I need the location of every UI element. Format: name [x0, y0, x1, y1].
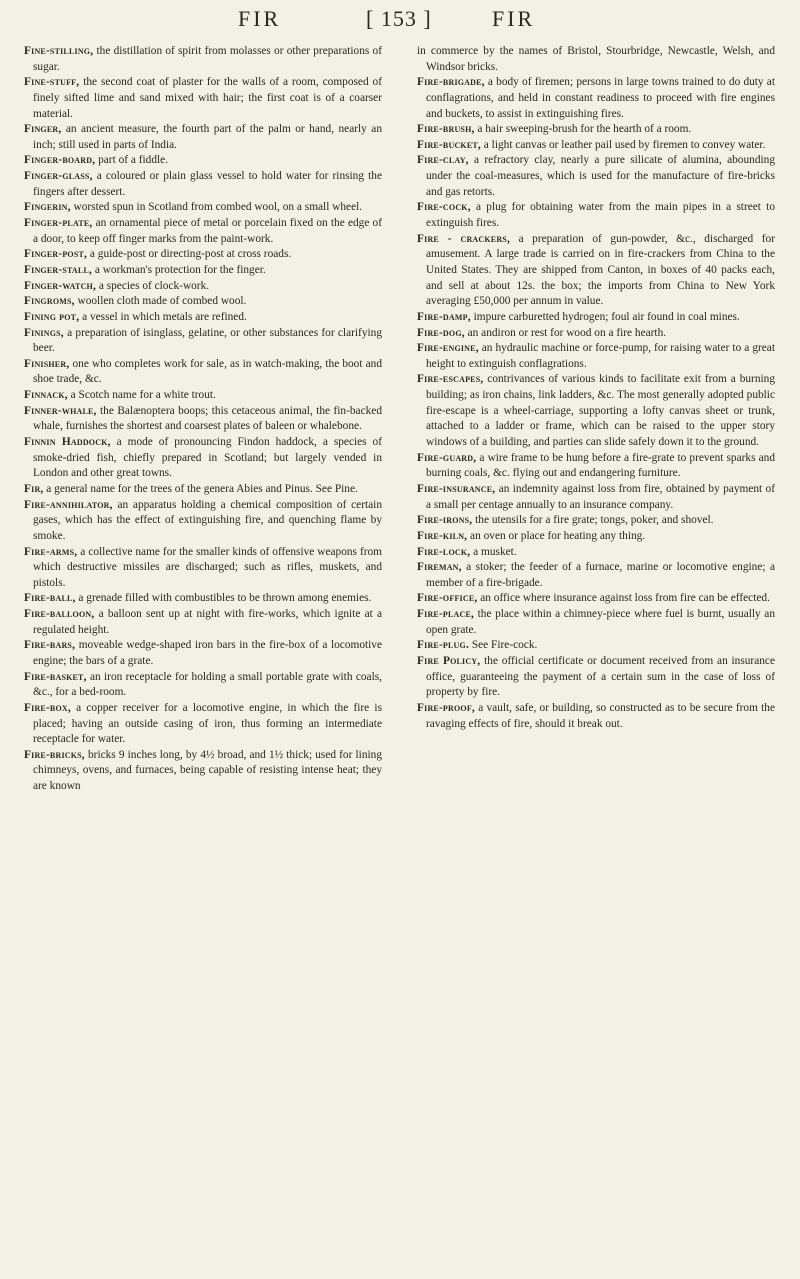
- entry-headword: Fire-engine,: [417, 342, 479, 355]
- entry-headword: Fire-brush,: [417, 123, 475, 136]
- entry-headword: Fire - crackers,: [417, 232, 510, 245]
- dictionary-entry: [417, 310, 775, 326]
- dictionary-entry: [24, 545, 382, 592]
- dictionary-entry: [24, 591, 382, 607]
- dictionary-entry: [24, 75, 382, 122]
- dictionary-entry: [24, 216, 382, 247]
- running-head-left: FIR: [238, 6, 282, 31]
- dictionary-entry: [24, 357, 382, 388]
- entry-definition: one who completes work for sale, as in watch-making, the boot and shoe trade, &c.: [33, 357, 382, 386]
- entry-definition: part of a fiddle.: [95, 154, 169, 167]
- dictionary-entry: [24, 294, 382, 310]
- entry-definition: the place within a chimney-piece where fuel is burnt, usually an open grate.: [426, 608, 775, 636]
- entry-definition: a musket.: [470, 545, 517, 558]
- entry-definition: a grenade filled with combustibles to be thrown among enemies.: [75, 592, 372, 605]
- entry-definition: a wire frame to be hung before a fire-grate to prevent sparks and burning coals, &c. flying out and endangering furniture.: [426, 451, 775, 480]
- dictionary-entry: [24, 607, 382, 638]
- entry-headword: Fire-guard,: [417, 451, 477, 464]
- entry-definition: See Fire-cock.: [469, 639, 538, 652]
- dictionary-entry: [24, 44, 382, 75]
- dictionary-entry: [24, 435, 382, 482]
- entry-headword: Fire-escapes,: [417, 373, 484, 386]
- left-column: [24, 44, 382, 795]
- dictionary-entry: [417, 654, 775, 701]
- dictionary-entry: [417, 44, 775, 75]
- entry-definition: a vessel in which metals are refined.: [79, 310, 247, 323]
- dictionary-entry: [417, 545, 775, 561]
- entry-definition: a light canvas or leather pail used by firemen to convey water.: [480, 138, 766, 151]
- entry-headword: Fire-balloon,: [24, 608, 95, 621]
- dictionary-entry: [24, 388, 382, 404]
- entry-headword: Fire Policy,: [417, 654, 481, 667]
- entry-definition: in commerce by the names of Bristol, Stourbridge, Newcastle, Welsh, and Windsor bricks.: [417, 45, 775, 73]
- entry-headword: Fire-place,: [417, 608, 475, 621]
- entry-definition: the distillation of spirit from molasses or other preparations of sugar.: [33, 45, 382, 73]
- entry-headword: Finisher,: [24, 357, 70, 370]
- page-header: [0, 6, 800, 40]
- dictionary-entry: [417, 372, 775, 450]
- entry-definition: a vault, safe, or building, so constructed as to be secure from the ravaging effects of fire, should it break out.: [426, 701, 775, 730]
- entry-definition: an apparatus holding a chemical composition of certain gases, which has the effect of extinguishing fire, and quenching flame by smoke.: [33, 498, 382, 542]
- dictionary-entry: [417, 560, 775, 591]
- entry-headword: Finnack,: [24, 389, 68, 402]
- entry-headword: Finnin Haddock,: [24, 436, 111, 449]
- entry-headword: Fire-arms,: [24, 545, 78, 558]
- entry-headword: Fire-office,: [417, 592, 478, 605]
- entry-definition: worsted spun in Scotland from combed wool, on a small wheel.: [70, 201, 363, 214]
- entry-definition: an andiron or rest for wood on a fire hearth.: [464, 326, 667, 339]
- entry-definition: bricks 9 inches long, by 4½ broad, and 1½ thick; used for lining chimneys, ovens, and furnaces, being capable of resisting intense heat; they are known: [33, 748, 382, 793]
- entry-definition: a preparation of gun-powder, &c., discharged for amusement. A large trade is carried on in fire-crackers from China to the United States. They are shipped from Canton, in boxes of 40 packs each, and sell at about 12s. the box; the imports from China to New York averaging £50,000 per annum in value.: [426, 232, 775, 308]
- entry-definition: the second coat of plaster for the walls of a room, composed of finely sifted lime and sand mixed with hair; the first coat is of a coarser material.: [33, 76, 382, 120]
- entry-headword: Fire-cock,: [417, 201, 471, 214]
- entry-headword: Fine-stuff,: [24, 76, 80, 89]
- dictionary-entry: [417, 138, 775, 154]
- dictionary-entry: [417, 153, 775, 200]
- dictionary-entry: [24, 482, 382, 498]
- dictionary-entry: [417, 122, 775, 138]
- entry-headword: Fine-stilling,: [24, 45, 94, 57]
- entry-definition: a plug for obtaining water from the main pipes in a street to extinguish fires.: [426, 201, 775, 230]
- dictionary-entry: [24, 748, 382, 795]
- entry-definition: an oven or place for heating any thing.: [467, 529, 646, 542]
- entry-definition: an indemnity against loss from fire, obtained by payment of a small per centage annually to an insurance company.: [426, 482, 775, 511]
- entry-definition: woollen cloth made of combed wool.: [74, 295, 247, 308]
- entry-definition: a workman's protection for the finger.: [92, 263, 266, 276]
- entry-definition: a stoker; the feeder of a furnace, marine or locomotive engine; a member of a fire-brigade.: [426, 561, 775, 589]
- entry-definition: a body of firemen; persons in large towns trained to do duty at conflagrations, and held in constant readiness to proceed with fire engines and buckets, to assist in extinguishing fires.: [426, 76, 775, 120]
- entry-definition: a collective name for the smaller kinds of offensive weapons from which destructive missiles are discharged; such as rifles, muskets, and pistols.: [33, 545, 382, 589]
- dictionary-entry: [417, 75, 775, 122]
- dictionary-entry: [417, 513, 775, 529]
- entry-definition: a Scotch name for a white trout.: [67, 389, 216, 402]
- entry-headword: Fire-dog,: [417, 326, 465, 339]
- dictionary-entry: [417, 591, 775, 607]
- dictionary-entry: [417, 200, 775, 231]
- dictionary-entry: [24, 122, 382, 153]
- dictionary-entry: [24, 326, 382, 357]
- entry-headword: Fire-kiln,: [417, 529, 468, 542]
- entry-definition: moveable wedge-shaped iron bars in the fire-box of a locomotive engine; the bars of a grate.: [33, 639, 382, 667]
- dictionary-entry: [24, 169, 382, 200]
- dictionary-entry: [24, 638, 382, 669]
- entry-definition: an iron receptacle for holding a small portable grate with coals, &c., for a bed-room.: [33, 670, 382, 699]
- dictionary-entry: [24, 153, 382, 169]
- dictionary-entry: [24, 701, 382, 748]
- entry-definition: the Balænoptera boops; this cetaceous animal, the fin-backed whale, furnishes the shortest and coarsest plates of baleen or whalebone.: [33, 404, 382, 433]
- dictionary-entry: [417, 341, 775, 372]
- entry-definition: an hydraulic machine or force-pump, for raising water to a great height to extinguish conflagrations.: [426, 342, 775, 370]
- running-head-right: FIR: [492, 6, 536, 31]
- entry-definition: the official certificate or document received from an insurance office, guaranteeing the payment of a certain sum in the case of loss of property by fire.: [426, 654, 775, 699]
- entry-headword: Finner-whale,: [24, 404, 97, 417]
- dictionary-entry: [417, 638, 775, 654]
- entry-headword: Fire-box,: [24, 701, 71, 714]
- entry-definition: contrivances of various kinds to facilitate exit from a burning building; as iron chains, link ladders, &c. The most generally adopted public fire-escape is a wheel-carriage, supporting a lofty canvas sheet or trunk, attached to a ladder or frame, which can be raised to the upper story windows of a building, and parties can slide safely down it to the ground.: [426, 373, 775, 449]
- entry-headword: Finger-plate,: [24, 217, 93, 230]
- dictionary-entry: [24, 670, 382, 701]
- entry-headword: Fir,: [24, 482, 44, 495]
- entry-headword: Fire-brigade,: [417, 76, 485, 89]
- dictionary-entry: [24, 404, 382, 435]
- entry-headword: Finings,: [24, 326, 64, 339]
- dictionary-entry: [417, 232, 775, 310]
- entry-headword: Fingerin,: [24, 201, 71, 214]
- dictionary-entry: [24, 310, 382, 326]
- entry-definition: a guide-post or directing-post at cross roads.: [87, 248, 292, 261]
- entry-headword: Finger-stall,: [24, 263, 93, 276]
- dictionary-entry: [417, 482, 775, 513]
- entry-definition: impure carburetted hydrogen; foul air found in coal mines.: [470, 310, 740, 323]
- entry-headword: Fire-damp,: [417, 310, 471, 323]
- dictionary-entry: [24, 200, 382, 216]
- entry-definition: a coloured or plain glass vessel to hold water for rinsing the fingers after dessert.: [33, 170, 382, 198]
- dictionary-entry: [417, 326, 775, 342]
- entry-headword: Fire-insurance,: [417, 482, 496, 495]
- dictionary-entry: [417, 701, 775, 732]
- dictionary-entry: [24, 247, 382, 263]
- dictionary-entry: [24, 498, 382, 545]
- right-column: [417, 44, 775, 732]
- dictionary-entry: [417, 451, 775, 482]
- entry-headword: Fire-proof,: [417, 701, 475, 714]
- entry-headword: Finger-glass,: [24, 170, 93, 183]
- entry-headword: Fire-bricks,: [24, 748, 85, 761]
- dictionary-entry: [417, 607, 775, 638]
- dictionary-entry: [24, 279, 382, 295]
- entry-definition: a balloon sent up at night with fire-works, which ignite at a regulated height.: [33, 608, 382, 636]
- entry-definition: a mode of pronouncing Findon haddock, a species of smoke-dried fish, chiefly prepared in Scotland; but largely vended in London and other great towns.: [33, 436, 382, 480]
- entry-definition: an office where insurance against loss from fire can be effected.: [477, 592, 770, 605]
- entry-headword: Fire-plug.: [417, 639, 469, 652]
- entry-headword: Finger-watch,: [24, 279, 97, 292]
- entry-definition: a general name for the trees of the genera Abies and Pinus. See Pine.: [43, 482, 358, 495]
- dictionary-entry: [24, 263, 382, 279]
- entry-definition: a hair sweeping-brush for the hearth of a room.: [474, 123, 692, 136]
- entry-definition: an ancient measure, the fourth part of the palm or hand, nearly an inch; still used in parts of India.: [33, 123, 382, 151]
- entry-definition: the utensils for a fire grate; tongs, poker, and shovel.: [472, 514, 714, 527]
- entry-headword: Fire-basket,: [24, 670, 87, 683]
- entry-definition: a preparation of isinglass, gelatine, or other substances for clarifying beer.: [33, 326, 382, 355]
- entry-headword: Fire-lock,: [417, 545, 471, 558]
- entry-definition: a refractory clay, nearly a pure silicate of alumina, abounding under the coal-measures, which is used for the manufacture of fire-bricks and gas retorts.: [426, 154, 775, 198]
- dictionary-entry: [417, 529, 775, 545]
- entry-headword: Fire-clay,: [417, 154, 469, 167]
- entry-headword: Finger-board,: [24, 154, 96, 167]
- page-number: [ 153 ]: [366, 6, 432, 31]
- entry-headword: Fingroms,: [24, 295, 75, 308]
- entry-headword: Fire-ball,: [24, 592, 76, 605]
- entry-headword: Fire-irons,: [417, 514, 473, 527]
- entry-headword: Fire-bucket,: [417, 138, 481, 151]
- entry-definition: a species of clock-work.: [96, 279, 210, 292]
- entry-headword: Finger,: [24, 123, 62, 136]
- entry-headword: Fire-annihilator,: [24, 498, 113, 511]
- entry-definition: a copper receiver for a locomotive engine, in which the fire is placed; having an outside casing of iron, thus forming an intermediate receptacle for water.: [33, 701, 382, 746]
- entry-headword: Fire-bars,: [24, 639, 76, 652]
- entry-headword: Fining pot,: [24, 310, 80, 323]
- entry-headword: Fireman,: [417, 561, 462, 574]
- entry-definition: an ornamental piece of metal or porcelain fixed on the edge of a door, to keep off finger marks from the paint-work.: [33, 217, 382, 245]
- entry-headword: Finger-post,: [24, 248, 88, 261]
